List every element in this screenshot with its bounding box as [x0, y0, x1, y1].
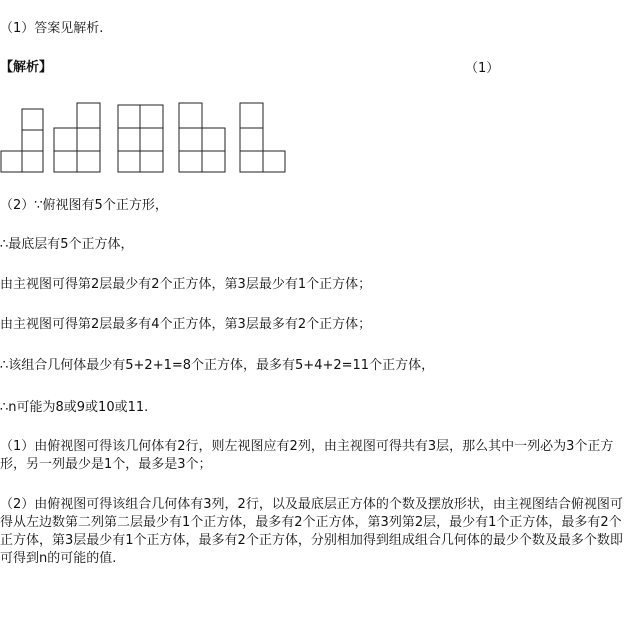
- step-2: ∴最底层有5个正方体，: [0, 237, 134, 252]
- left-view-option-4: [179, 103, 225, 172]
- left-view-option-1: [1, 109, 43, 172]
- left-view-option-3: [118, 105, 163, 172]
- explanation-part-1: （1）由俯视图可得该几何体有2行，则左视图应有2列，由主视图可得共有3层，那么其中一列必为3个正方形，另一列最少是1个，最多是3个；: [0, 439, 614, 472]
- explanation-part-2: （2）由俯视图可得该组合几何体有3列，2行，以及最底层正方体的个数及摆放形状，由主视图结合俯视图可得从左边数第二列第二层最少有1个正方体，最多有2个正方体，第3列第2层，最少有1个正方体，最多有2个正方体，第3层最少有1个正方体，最多有2个正方体，分别相加得到组成组合几何体的最少个数及最多个数即可得到n的可能的值.: [0, 497, 623, 566]
- analysis-part-label: （1）: [465, 61, 500, 76]
- left-view-option-5: [240, 103, 285, 172]
- left-view-option-2: [54, 103, 100, 172]
- step-5: ∴该组合几何体最少有5+2+1=8个正方体，最多有5+4+2=11个正方体，: [0, 358, 435, 373]
- step-1: （2）∵俯视图有5个正方形，: [0, 198, 168, 213]
- analysis-heading: 【解析】: [0, 60, 53, 75]
- answer-line: （1）答案见解析.: [0, 21, 104, 36]
- step-6: ∴n可能为8或9或10或11.: [0, 400, 149, 415]
- step-4: 由主视图可得第2层最多有4个正方体，第3层最多有2个正方体；: [0, 317, 372, 332]
- left-view-figures: [0, 97, 300, 177]
- step-3: 由主视图可得第2层最少有2个正方体，第3层最少有1个正方体；: [0, 277, 372, 292]
